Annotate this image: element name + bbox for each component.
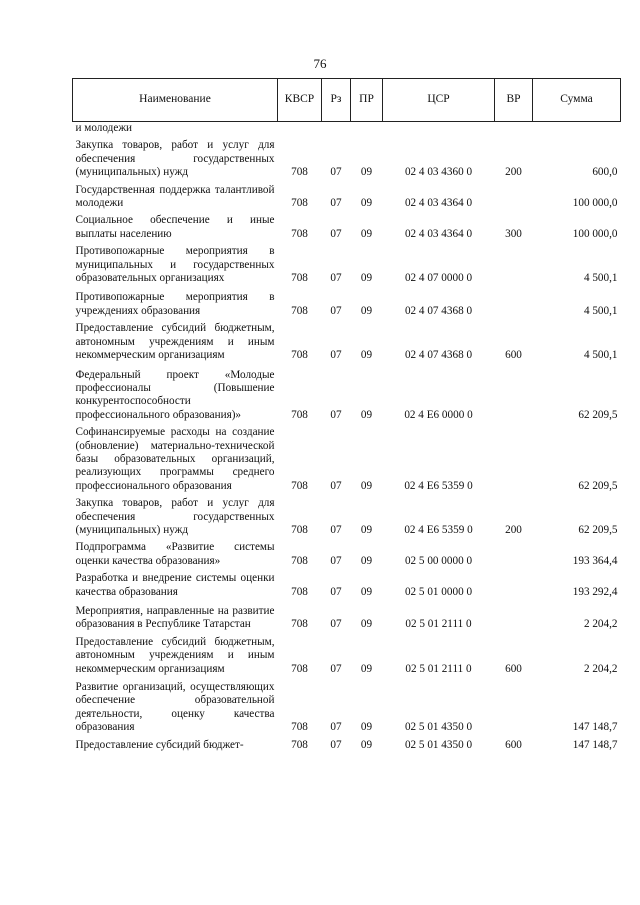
- cell-vr: 300: [505, 227, 522, 240]
- cell-csr: 02 4 E6 0000 0: [404, 408, 473, 421]
- cell-sum: 147 148,7: [572, 738, 618, 751]
- table-row: [73, 122, 621, 138]
- cell-csr: [383, 122, 495, 138]
- cell-csr: 02 4 07 4368 0: [404, 304, 473, 317]
- cell-vr: 200: [505, 523, 522, 536]
- cell-vr: 600: [505, 662, 522, 675]
- cell-name: Подпрограмма «Развитие системы оценки качества образования»: [75, 541, 275, 567]
- table-row: [73, 365, 621, 425]
- cell-rz: 07: [330, 408, 342, 421]
- cell-rz: 07: [330, 585, 342, 598]
- cell-kvsr: 708: [291, 408, 308, 421]
- cell-csr: 02 4 07 0000 0: [404, 272, 473, 285]
- header-pr: ПР: [351, 79, 383, 122]
- header-name: Наименование: [73, 79, 278, 122]
- cell-vr: [495, 287, 533, 320]
- cell-kvsr: 708: [291, 166, 308, 179]
- cell-pr: 09: [360, 272, 373, 285]
- cell-sum: 147 148,7: [572, 721, 618, 734]
- table-row: [73, 243, 621, 287]
- cell-sum: 2 204,2: [583, 618, 618, 631]
- cell-sum: 600,0: [592, 166, 618, 179]
- cell-csr: 02 4 E6 5359 0: [404, 479, 473, 492]
- table-row: [73, 570, 621, 601]
- cell-name: Закупка товаров, работ и услуг для обеспечения государственных (муниципальных) нужд: [75, 139, 275, 179]
- cell-name: Софинансируемые расходы на создание (обновление) материально-технической базы образовательных организаций, реализующих программы среднего профессионального образования: [75, 426, 275, 492]
- cell-name: Предоставление субсидий бюджет-: [75, 738, 244, 751]
- header-rz: Рз: [322, 79, 351, 122]
- cell-csr: 02 4 03 4360 0: [404, 166, 473, 179]
- cell-vr: [495, 243, 533, 287]
- cell-pr: 09: [360, 408, 373, 421]
- cell-sum: 193 292,4: [572, 585, 618, 598]
- cell-rz: 07: [330, 304, 342, 317]
- cell-pr: 09: [360, 554, 373, 567]
- cell-sum: 62 209,5: [578, 479, 618, 492]
- cell-pr: 09: [360, 349, 373, 362]
- table-header: [73, 79, 621, 122]
- cell-csr: 02 5 01 2111 0: [405, 662, 472, 675]
- cell-sum: 193 364,4: [572, 554, 618, 567]
- cell-csr: 02 4 07 4368 0: [404, 349, 473, 362]
- cell-sum: 4 500,1: [583, 304, 618, 317]
- cell-vr: 600: [505, 349, 522, 362]
- cell-name: Противопожарные мероприятия в учреждениях образования: [75, 291, 275, 317]
- cell-rz: [322, 122, 351, 138]
- cell-kvsr: 708: [291, 721, 308, 734]
- cell-csr: 02 5 00 0000 0: [404, 554, 473, 567]
- cell-name: Противопожарные мероприятия в муниципальных и государственных образовательных организациях: [75, 245, 275, 285]
- cell-rz: 07: [330, 721, 342, 734]
- cell-name: и молодежи: [75, 122, 133, 134]
- cell-kvsr: 708: [291, 523, 308, 536]
- cell-sum: 100 000,0: [572, 227, 618, 240]
- cell-rz: 07: [330, 662, 342, 675]
- cell-vr: [495, 601, 533, 634]
- cell-pr: 09: [360, 662, 373, 675]
- cell-csr: 02 4 03 4364 0: [404, 197, 473, 210]
- header-csr: ЦСР: [383, 79, 495, 122]
- cell-vr: [495, 122, 533, 138]
- cell-name: Федеральный проект «Молодые профессионалы (Повышение конкурентоспособности профессионального образования)»: [75, 368, 275, 421]
- cell-kvsr: 708: [291, 618, 308, 631]
- cell-rz: 07: [330, 479, 342, 492]
- cell-kvsr: 708: [291, 554, 308, 567]
- table-row: [73, 678, 621, 737]
- cell-name: Предоставление субсидий бюджетным, автономным учреждениям и иным некоммерческим организациям: [75, 635, 275, 675]
- header-sum: Сумма: [533, 79, 621, 122]
- table-row: [73, 634, 621, 678]
- cell-kvsr: 708: [291, 197, 308, 210]
- cell-csr: 02 4 03 4364 0: [404, 227, 473, 240]
- cell-rz: 07: [330, 166, 342, 179]
- table-row: [73, 182, 621, 213]
- budget-table: [72, 78, 621, 754]
- cell-csr: 02 5 01 2111 0: [405, 618, 472, 631]
- cell-sum: 4 500,1: [583, 272, 618, 285]
- cell-kvsr: 708: [291, 662, 308, 675]
- cell-pr: 09: [360, 721, 373, 734]
- cell-pr: 09: [360, 166, 373, 179]
- cell-rz: 07: [330, 272, 342, 285]
- cell-pr: 09: [360, 304, 373, 317]
- cell-pr: 09: [360, 227, 373, 240]
- cell-rz: 07: [330, 197, 342, 210]
- cell-kvsr: 708: [291, 738, 308, 751]
- cell-name: Социальное обеспечение и иные выплаты населению: [75, 214, 275, 240]
- cell-csr: 02 4 E6 5359 0: [404, 523, 473, 536]
- table-row: [73, 424, 621, 495]
- cell-kvsr: 708: [291, 227, 308, 240]
- cell-name: Развитие организаций, осуществляющих обеспечение образовательной деятельности, оценку качества образования: [75, 681, 275, 734]
- cell-sum: 62 209,5: [578, 523, 618, 536]
- cell-csr: 02 5 01 4350 0: [404, 721, 473, 734]
- cell-sum: [533, 122, 621, 138]
- cell-vr: [495, 539, 533, 570]
- cell-pr: [351, 122, 383, 138]
- cell-csr: 02 5 01 4350 0: [404, 738, 473, 751]
- table-body: [73, 122, 621, 755]
- cell-vr: 200: [505, 166, 522, 179]
- cell-vr: 600: [505, 738, 522, 751]
- cell-pr: 09: [360, 197, 373, 210]
- cell-pr: 09: [360, 479, 373, 492]
- cell-rz: 07: [330, 554, 342, 567]
- cell-rz: 07: [330, 523, 342, 536]
- table-row: [73, 539, 621, 570]
- cell-name: Предоставление субсидий бюджетным, автономным учреждениям и иным некоммерческим организациям: [75, 322, 275, 362]
- cell-vr: [495, 570, 533, 601]
- cell-kvsr: 708: [291, 304, 308, 317]
- cell-pr: 09: [360, 618, 373, 631]
- header-vr: ВР: [495, 79, 533, 122]
- table-row: [73, 287, 621, 320]
- cell-sum: 4 500,1: [583, 349, 618, 362]
- cell-vr: [495, 678, 533, 737]
- header-kvsr: КВСР: [278, 79, 322, 122]
- cell-kvsr: 708: [291, 349, 308, 362]
- cell-vr: [495, 424, 533, 495]
- cell-rz: 07: [330, 227, 342, 240]
- cell-sum: 2 204,2: [583, 662, 618, 675]
- cell-csr: 02 5 01 0000 0: [404, 585, 473, 598]
- table-row: [73, 601, 621, 634]
- cell-sum: 62 209,5: [578, 408, 618, 421]
- cell-kvsr: [278, 122, 322, 138]
- cell-kvsr: 708: [291, 479, 308, 492]
- cell-sum: 100 000,0: [572, 197, 618, 210]
- cell-name: Разработка и внедрение системы оценки качества образования: [75, 572, 275, 598]
- cell-name: Государственная поддержка талантливой молодежи: [75, 183, 275, 210]
- cell-rz: 07: [330, 738, 342, 751]
- page-number: 76: [313, 56, 327, 71]
- cell-rz: 07: [330, 349, 342, 362]
- table-row: [73, 737, 621, 754]
- table-row: [73, 212, 621, 243]
- cell-name: Мероприятия, направленные на развитие образования в Республике Татарстан: [75, 605, 275, 631]
- cell-pr: 09: [360, 523, 373, 536]
- table-row: [73, 320, 621, 364]
- cell-vr: [495, 182, 533, 213]
- cell-kvsr: 708: [291, 272, 308, 285]
- table-row: [73, 495, 621, 539]
- table-row: [73, 137, 621, 181]
- cell-vr: [495, 365, 533, 425]
- cell-pr: 09: [360, 585, 373, 598]
- cell-name: Закупка товаров, работ и услуг для обеспечения государственных (муниципальных) нужд: [75, 497, 275, 536]
- cell-rz: 07: [330, 618, 342, 631]
- cell-kvsr: 708: [291, 585, 308, 598]
- cell-pr: 09: [360, 738, 373, 751]
